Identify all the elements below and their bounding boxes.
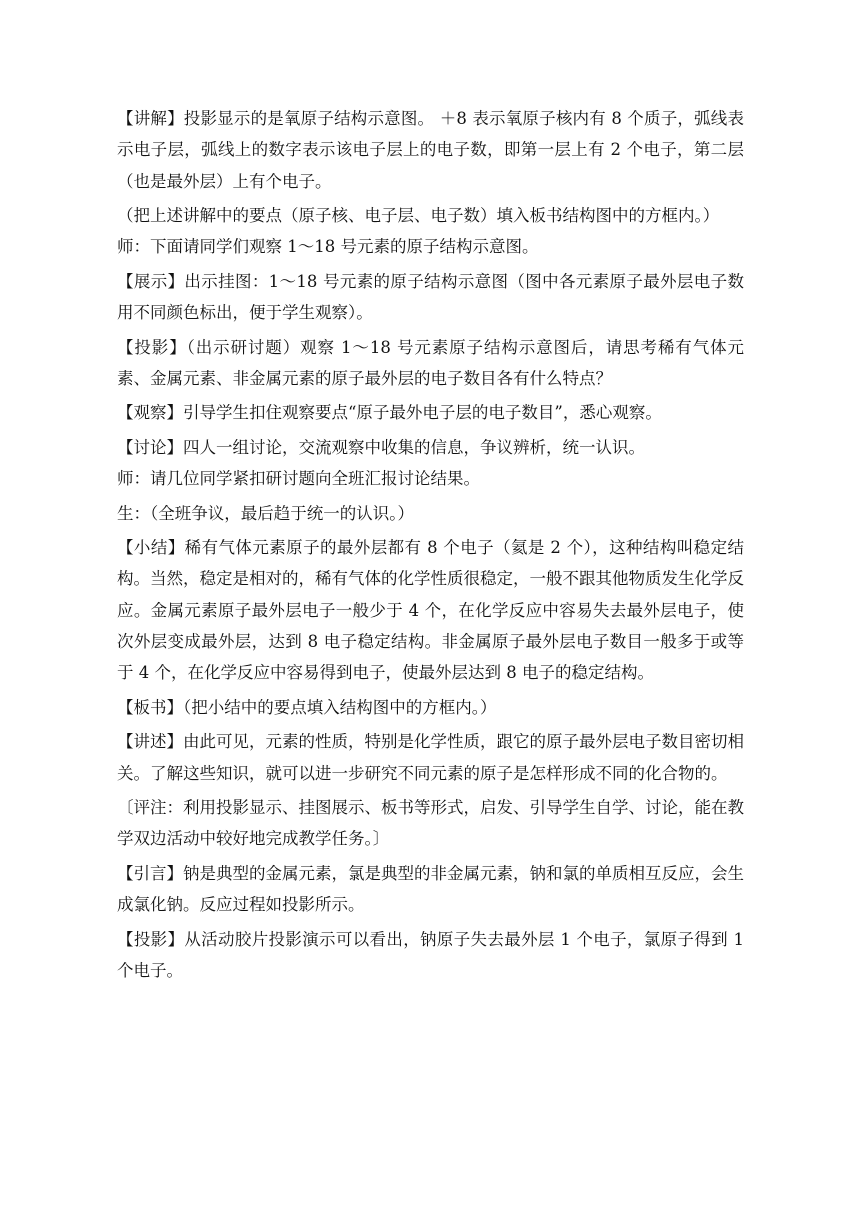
paragraph-display-chart: 【展示】出示挂图：1～18 号元素的原子结构示意图（图中各元素原子最外层电子数用不同颜色标出，便于学生观察）。 [117, 271, 744, 323]
paragraph-board: 【板书】（把小结中的要点填入结构图中的方框内。） [117, 697, 497, 717]
paragraph-explanation-oxygen: 【讲解】投影显示的是氧原子结构示意图。 ＋8 表示氧原子核内有 8 个质子，弧线表示电子层，弧线上的数字表示该电子层上的电子数，即第一层上有 2 个电子，第二层（也是最外层）上有个电子。 [117, 109, 744, 191]
paragraph-teacher-observe: 师：下面请同学们观察 1～18 号元素的原子结构示意图。 [117, 237, 539, 257]
paragraph-fill-board-note: （把上述讲解中的要点（原子核、电子层、电子数）填入板书结构图中的方框内。） [117, 206, 720, 226]
paragraph-summary: 【小结】稀有气体元素原子的最外层都有 8 个电子（氦是 2 个），这种结构叫稳定结构。当然，稳定是相对的，稀有气体的化学性质很稳定，一般不跟其他物质发生化学反应。金属元素原子最外层电子一般少于 4 个，在化学反应中容易失去最外层电子，使次外层变成最外层，达到 8 电子稳定结构。非金属原子最外层电子数目一般多于或等于 4 个，在化学反应中容易得到电子，使最外层达到 8 电子的稳定结构。 [117, 538, 744, 683]
paragraph-discussion: 【讨论】四人一组讨论，交流观察中收集的信息，争议辨析，统一认识。 [117, 437, 645, 457]
paragraph-narration: 【讲述】由此可见，元素的性质，特别是化学性质，跟它的原子最外层电子数目密切相关。了解这些知识，就可以进一步研究不同元素的原子是怎样形成不同的化合物的。 [117, 732, 744, 783]
paragraph-projection-question: 【投影】（出示研讨题）观察 1～18 号元素原子结构示意图后，请思考稀有气体元素、金属元素、非金属元素的原子最外层的电子数目各有什么特点？ [117, 337, 744, 388]
paragraph-projection-result: 【投影】从活动胶片投影演示可以看出，钠原子失去最外层 1 个电子，氯原子得到 1 个电子。 [117, 929, 744, 980]
document-body [117, 103, 744, 986]
paragraph-commentary: 〔评注：利用投影显示、挂图展示、板书等形式，启发、引导学生自学、讨论，能在教学双边活动中较好地完成教学任务。〕 [117, 798, 744, 849]
paragraph-introduction: 【引言】钠是典型的金属元素，氯是典型的非金属元素，钠和氯的单质相互反应，会生成氯化钠。反应过程如投影所示。 [117, 863, 744, 915]
paragraph-teacher-report: 师：请几位同学紧扣研讨题向全班汇报讨论结果。 [117, 469, 480, 489]
paragraph-observe: 【观察】引导学生扣住观察要点“原子最外电子层的电子数目”，悉心观察。 [117, 403, 662, 423]
paragraph-students: 生：（全班争议，最后趋于统一的认识。） [117, 503, 414, 523]
